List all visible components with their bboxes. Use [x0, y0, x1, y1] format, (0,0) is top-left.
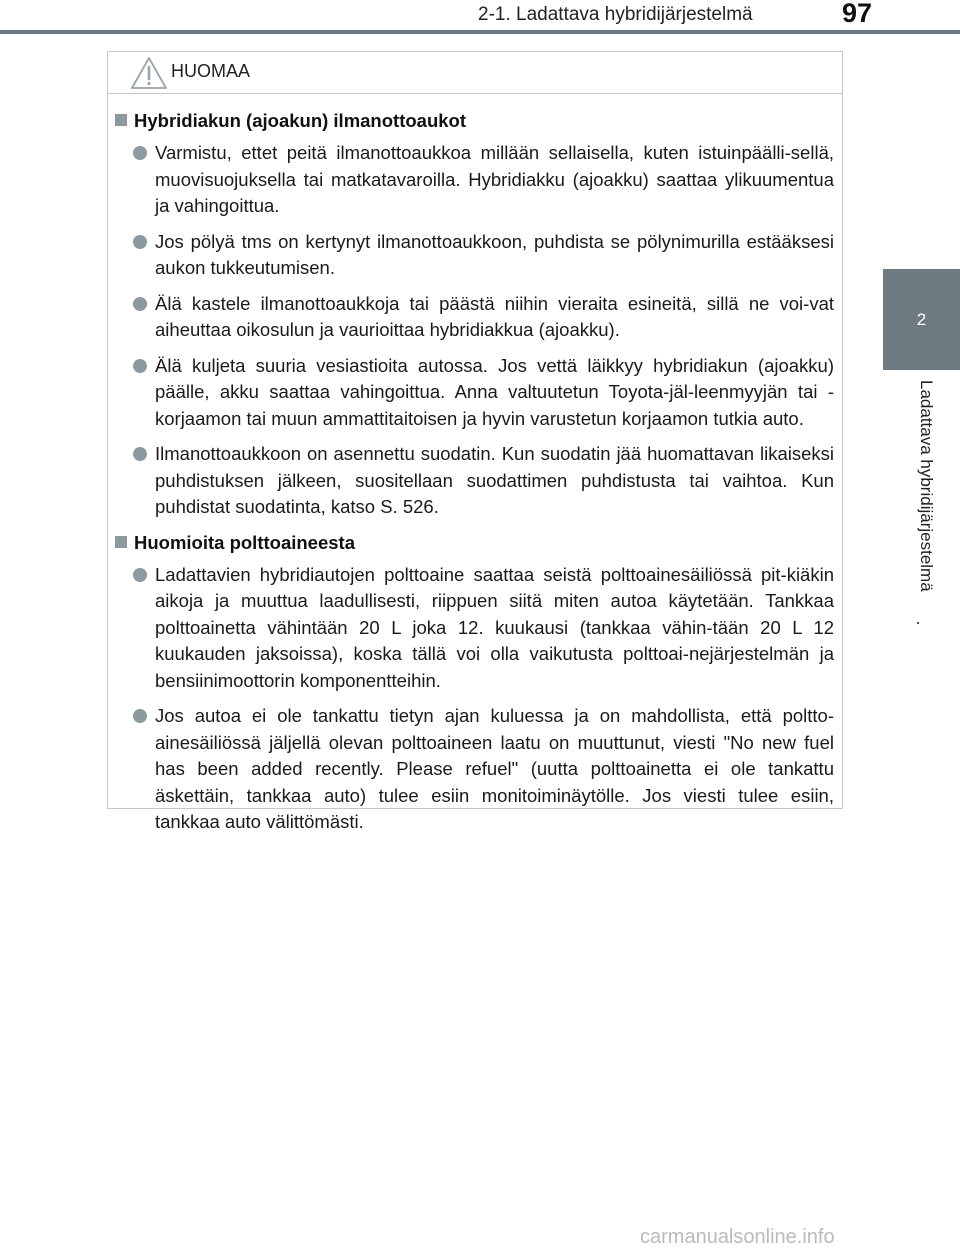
section-heading: Hybridiakun (ajoakun) ilmanottoaukot: [108, 108, 842, 134]
circle-bullet-icon: [133, 568, 147, 582]
header-rule: [0, 30, 960, 34]
watermark: carmanualsonline.info: [640, 1226, 835, 1248]
chapter-number: 2: [916, 309, 927, 329]
list-item: Jos autoa ei ole tankattu tietyn ajan kuluessa ja on mahdollista, että poltto-ainesäiliössä jäljellä olevan polttoaineen laatu on muuttunut, viesti "No new fuel has been added recently. Please refuel" (uutta polttoainetta ei ole tankattu äskettäin, tankkaa auto) tulee esiin monitoiminäytölle. Jos viesti tulee esiin, tankkaa auto välittömästi.: [155, 703, 834, 836]
circle-bullet-icon: [133, 709, 147, 723]
list-item: Älä kuljeta suuria vesiastioita autossa. Jos vettä läikkyy hybridiakun (ajoakku) päälle, akku saattaa vahingoittua. Anna valtuutetun Toyota-jäl-leenmyyjän tai -korjaamon tai muun ammattitaitoisen ja hyvin varustetun korjaamon tutkia auto.: [155, 353, 834, 433]
circle-bullet-icon: [133, 235, 147, 249]
list-item: Varmistu, ettet peitä ilmanottoaukkoa millään sellaisella, kuten istuinpäälli-sellä, muovisuojuksella tai matkatavaroilla. Hybridiakku (ajoakku) saattaa ylikuumentua ja vahingoittua.: [155, 140, 834, 220]
square-bullet-icon: [115, 114, 127, 126]
running-header-title: 2-1. Ladattava hybridijärjestelmä: [478, 4, 753, 25]
warning-triangle-icon: [130, 56, 168, 90]
chapter-tab: [883, 269, 960, 370]
section-battery-air-intake: [108, 108, 842, 521]
section-heading: Huomioita polttoaineesta: [108, 530, 842, 556]
list-item: Ilmanottoaukkoon on asennettu suodatin. Kun suodatin jää huomattavan likaiseksi puhdistuksen jälkeen, suositellaan suodattimen puhdistusta tai vaihtoa. Kun puhdistat suodatinta, katso S. 526.: [155, 441, 834, 521]
circle-bullet-icon: [133, 146, 147, 160]
notice-body: [108, 108, 842, 845]
chapter-label: Ladattava hybridijärjestelmä: [917, 380, 936, 592]
notice-box: [107, 51, 843, 832]
list-item: Älä kastele ilmanottoaukkoja tai päästä niihin vieraita esineitä, sillä ne voi-vat aiheuttaa oikosulun ja vaurioittaa hybridiakkua (ajoakku).: [155, 291, 834, 344]
notice-title: HUOMAA: [171, 61, 251, 81]
circle-bullet-icon: [133, 447, 147, 461]
section-fuel-notes: [108, 530, 842, 836]
list-item: Ladattavien hybridiautojen polttoaine saattaa seistä polttoainesäiliössä pit-kiäkin aikoja ja muuttua laadullisesti, riippuen siitä miten autoa käytetään. Tankkaa polttoainetta vähintään 20 L joka 12. kuukausi (tankkaa vähin-tään 20 L 12 kuukauden jaksoissa), koska tällä voi olla vaikutusta polttoai-nejärjestelmän ja bensiinimoottorin komponentteihin.: [155, 562, 834, 695]
page-number: 97: [841, 0, 872, 28]
square-bullet-icon: [115, 536, 127, 548]
circle-bullet-icon: [133, 297, 147, 311]
circle-bullet-icon: [133, 359, 147, 373]
chapter-label-mark: [917, 622, 919, 624]
notice-header: [108, 52, 842, 94]
list-item: Jos pölyä tms on kertynyt ilmanottoaukkoon, puhdista se pölynimurilla estääksesi aukon tukkeutumisen.: [155, 229, 834, 282]
